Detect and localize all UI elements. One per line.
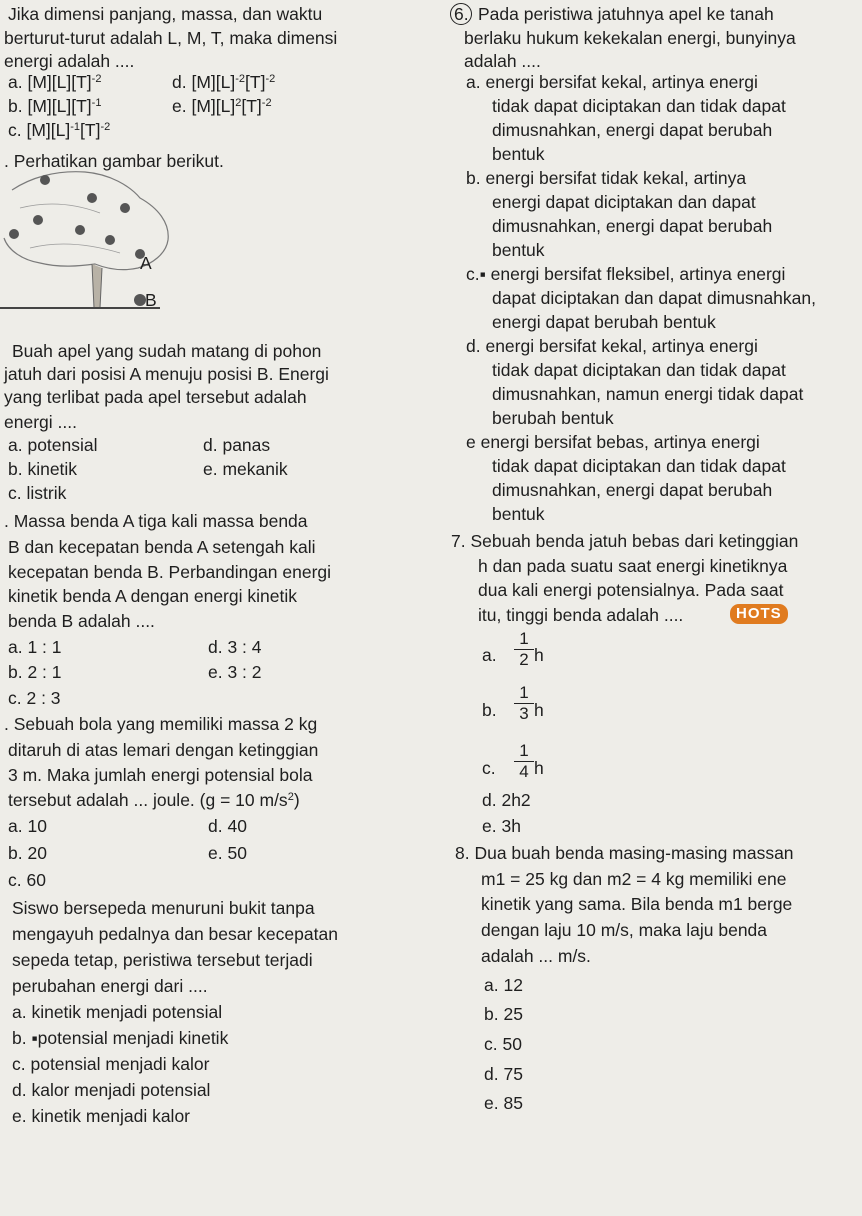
q6-line-3: adalah .... bbox=[464, 51, 541, 71]
q6-option-d-1: d. energi bersifat kekal, artinya energi bbox=[466, 336, 758, 356]
q-apple-line-4: energi .... bbox=[4, 412, 77, 432]
q-dim-line-3: energi adalah .... bbox=[4, 51, 135, 71]
q6-option-b-4: bentuk bbox=[492, 240, 545, 260]
q6-option-b-2: energi dapat diciptakan dan dapat bbox=[492, 192, 756, 212]
q-ball-option-e: e. 50 bbox=[208, 843, 247, 863]
apple bbox=[105, 235, 115, 245]
apple bbox=[9, 229, 19, 239]
label-b: B bbox=[145, 290, 157, 310]
q6-option-d-4: berubah bentuk bbox=[492, 408, 614, 428]
q7-line-4: itu, tinggi benda adalah .... bbox=[478, 605, 684, 625]
q-ball-option-c: c. 60 bbox=[8, 870, 46, 890]
q-dim-line-1: Jika dimensi panjang, massa, dan waktu bbox=[8, 4, 323, 24]
q-ratio-option-c: c. 2 : 3 bbox=[8, 688, 61, 708]
q-ratio-line-1: . Massa benda A tiga kali massa benda bbox=[4, 511, 308, 531]
q-apple-option-a: a. potensial bbox=[8, 435, 98, 455]
q-apple-line-3: yang terlibat pada apel tersebut adalah bbox=[4, 387, 307, 407]
q-bike-option-d: d. kalor menjadi potensial bbox=[12, 1080, 211, 1100]
q8-option-c: c. 50 bbox=[484, 1034, 522, 1054]
q8-option-e: e. 85 bbox=[484, 1093, 523, 1113]
hots-badge: HOTS bbox=[730, 604, 788, 624]
q6-line-2: berlaku hukum kekekalan energi, bunyinya bbox=[464, 28, 796, 48]
q-dim-option-a: a. $[M][L][T]^{-2}$ bbox=[8, 72, 102, 92]
q-bike-line-2: mengayuh pedalnya dan besar kecepatan bbox=[12, 924, 338, 944]
q-bike-line-4: perubahan energi dari .... bbox=[12, 976, 208, 996]
q-bike-option-a: a. kinetik menjadi potensial bbox=[12, 1002, 223, 1022]
q-ball-line-1: . Sebuah bola yang memiliki massa 2 kg bbox=[4, 714, 318, 734]
q-bike-line-1: Siswo bersepeda menuruni bukit tanpa bbox=[12, 898, 315, 918]
apple bbox=[40, 175, 50, 185]
q-apple-option-e: e. mekanik bbox=[203, 459, 288, 479]
q-dim-option-d: d. $[M][L]^{-2}[T]^{-2}$ bbox=[172, 72, 276, 92]
q-dim-option-c: c. $[M][L]^{-1}[T]^{-2}$ bbox=[8, 120, 111, 140]
q7-line-1: 7. Sebuah benda jatuh bebas dari ketinggian bbox=[451, 531, 799, 551]
apple bbox=[75, 225, 85, 235]
q6-option-a-3: dimusnahkan, energi dapat berubah bbox=[492, 120, 773, 140]
q6-option-e-1: e energi bersifat bebas, artinya energi bbox=[466, 432, 760, 452]
q-bike-option-b: b. ▪potensial menjadi kinetik bbox=[12, 1028, 229, 1048]
q-apple-line-2: jatuh dari posisi A menuju posisi B. Energi bbox=[4, 364, 329, 384]
q-ball-line-3: 3 m. Maka jumlah energi potensial bola bbox=[8, 765, 313, 785]
q7-line-3: dua kali energi potensialnya. Pada saat bbox=[478, 580, 784, 600]
q8-line-2: m1 = 25 kg dan m2 = 4 kg memiliki ene bbox=[481, 869, 787, 889]
q7-option-b-fraction: 1 3 bbox=[514, 684, 534, 723]
q-ratio-line-4: kinetik benda A dengan energi kinetik bbox=[8, 586, 297, 606]
q8-line-3: kinetik yang sama. Bila benda m1 berge bbox=[481, 894, 793, 914]
q-apple-option-b: b. kinetik bbox=[8, 459, 78, 479]
q6-option-c-1: c.▪ energi bersifat fleksibel, artinya energi bbox=[466, 264, 786, 284]
q-apple-intro: . Perhatikan gambar berikut. bbox=[4, 151, 224, 171]
q6-option-c-2: dapat diciptakan dan dapat dimusnahkan, bbox=[492, 288, 816, 308]
q-ratio-line-3: kecepatan benda B. Perbandingan energi bbox=[8, 562, 332, 582]
q-bike-line-3: sepeda tetap, peristiwa tersebut terjadi bbox=[12, 950, 313, 970]
q-ball-option-b: b. 20 bbox=[8, 843, 47, 863]
q6-option-d-2: tidak dapat diciptakan dan tidak dapat bbox=[492, 360, 786, 380]
q7-option-a-fraction: 1 2 bbox=[514, 630, 534, 669]
q7-option-a-label: a. bbox=[482, 645, 497, 665]
q-apple-option-d: d. panas bbox=[203, 435, 271, 455]
q6-option-e-4: bentuk bbox=[492, 504, 545, 524]
q-ball-option-a: a. 10 bbox=[8, 816, 47, 836]
q6-option-b-3: dimusnahkan, energi dapat berubah bbox=[492, 216, 773, 236]
q7-option-c-fraction: 1 4 bbox=[514, 742, 534, 781]
q6-option-a-1: a. energi bersifat kekal, artinya energi bbox=[466, 72, 758, 92]
label-a: A bbox=[140, 253, 152, 273]
q8-option-b: b. 25 bbox=[484, 1004, 523, 1024]
apple bbox=[33, 215, 43, 225]
q-ratio-option-d: d. 3 : 4 bbox=[208, 637, 262, 657]
q7-option-a-var: h bbox=[534, 645, 544, 665]
q-apple-line-1: Buah apel yang sudah matang di pohon bbox=[12, 341, 322, 361]
q-ball-option-d: d. 40 bbox=[208, 816, 247, 836]
apple bbox=[87, 193, 97, 203]
q-bike-option-e: e. kinetik menjadi kalor bbox=[12, 1106, 190, 1126]
q6-option-d-3: dimusnahkan, namun energi tidak dapat bbox=[492, 384, 804, 404]
q-ratio-option-e: e. 3 : 2 bbox=[208, 662, 262, 682]
q-bike-option-c: c. potensial menjadi kalor bbox=[12, 1054, 210, 1074]
q-apple-option-c: c. listrik bbox=[8, 483, 67, 503]
q6-line-1: Pada peristiwa jatuhnya apel ke tanah bbox=[478, 4, 774, 24]
q8-line-5: adalah ... m/s. bbox=[481, 946, 591, 966]
q8-option-a: a. 12 bbox=[484, 975, 523, 995]
q6-option-e-2: tidak dapat diciptakan dan tidak dapat bbox=[492, 456, 786, 476]
q-ratio-option-a: a. 1 : 1 bbox=[8, 637, 62, 657]
q-dim-option-b: b. $[M][L][T]^{-1}$ bbox=[8, 96, 102, 116]
q8-line-4: dengan laju 10 m/s, maka laju benda bbox=[481, 920, 768, 940]
apple-tree-illustration bbox=[0, 168, 330, 336]
q7-option-d: d. 2h2 bbox=[482, 790, 531, 810]
q6-option-c-3: energi dapat berubah bentuk bbox=[492, 312, 716, 332]
q6-option-a-2: tidak dapat diciptakan dan tidak dapat bbox=[492, 96, 786, 116]
q-ball-line-4: tersebut adalah ... joule. (g = 10 $m/s^2$) bbox=[8, 790, 300, 810]
q-dim-option-e: e. $[M][L]^2[T]^{-2}$ bbox=[172, 96, 272, 116]
q7-option-b-var: h bbox=[534, 700, 544, 720]
q6-option-e-3: dimusnahkan, energi dapat berubah bbox=[492, 480, 773, 500]
q-dim-line-2: berturut-turut adalah L, M, T, maka dimensi bbox=[4, 28, 338, 48]
tree-trunk bbox=[92, 264, 102, 308]
q8-line-1: 8. Dua buah benda masing-masing massan bbox=[455, 843, 794, 863]
q7-option-c-var: h bbox=[534, 758, 544, 778]
foliage-detail bbox=[20, 204, 120, 253]
q-ball-line-2: ditaruh di atas lemari dengan ketinggian bbox=[8, 740, 319, 760]
q7-option-c-label: c. bbox=[482, 758, 496, 778]
q6-number: 6. bbox=[454, 4, 469, 24]
q7-option-e: e. 3h bbox=[482, 816, 521, 836]
q7-line-2: h dan pada suatu saat energi kinetiknya bbox=[478, 556, 788, 576]
apple bbox=[120, 203, 130, 213]
q-ratio-line-2: B dan kecepatan benda A setengah kali bbox=[8, 537, 316, 557]
q-ratio-line-5: benda B adalah .... bbox=[8, 611, 155, 631]
q6-option-b-1: b. energi bersifat tidak kekal, artinya bbox=[466, 168, 747, 188]
q8-option-d: d. 75 bbox=[484, 1064, 523, 1084]
q7-option-b-label: b. bbox=[482, 700, 497, 720]
q-ratio-option-b: b. 2 : 1 bbox=[8, 662, 62, 682]
q6-option-a-4: bentuk bbox=[492, 144, 545, 164]
